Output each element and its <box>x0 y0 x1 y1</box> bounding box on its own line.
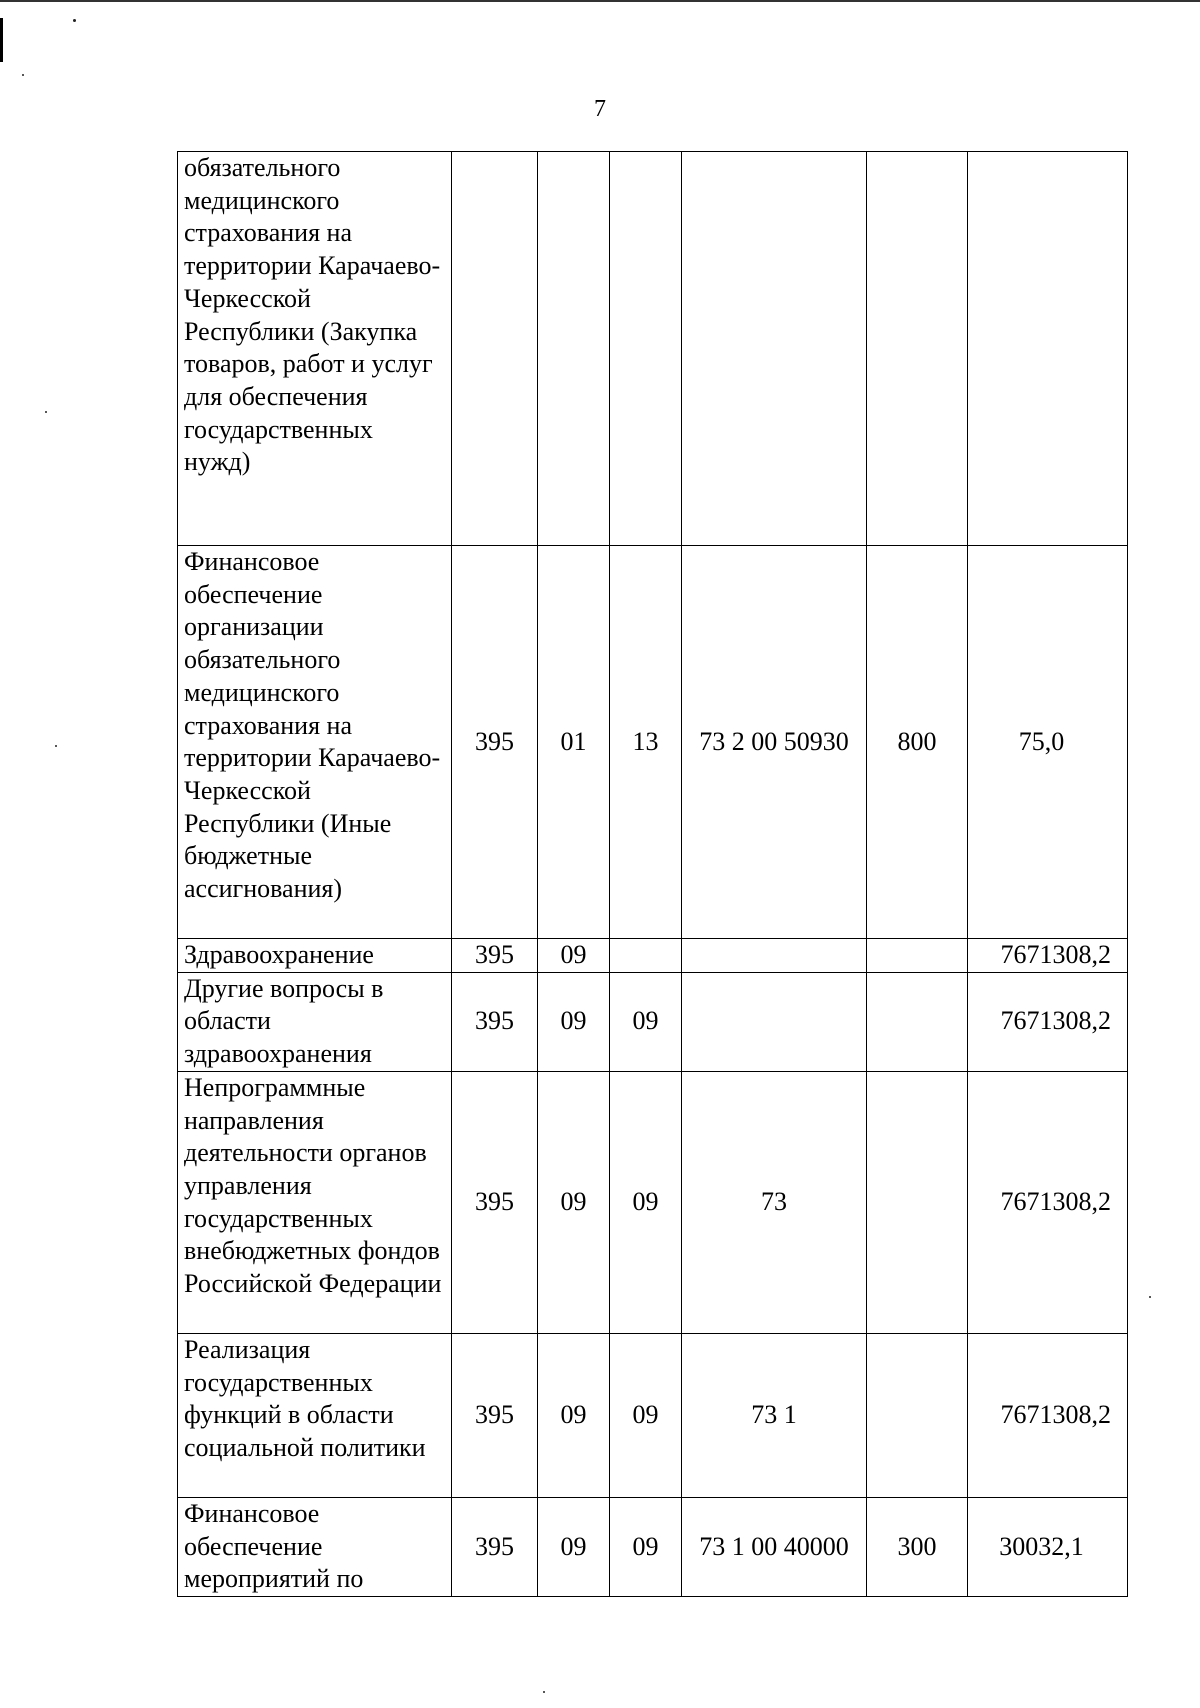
scan-speck <box>73 19 76 22</box>
row-name: Реализация государственных функций в области социальной политики <box>178 1333 452 1497</box>
section-code: 09 <box>538 1333 610 1497</box>
expense-type-code <box>867 972 968 1071</box>
amount: 7671308,2 <box>968 1333 1128 1497</box>
amount: 7671308,2 <box>968 1071 1128 1333</box>
scan-top-edge <box>0 0 1200 2</box>
scan-edge-mark <box>0 18 3 62</box>
section-code: 09 <box>538 1071 610 1333</box>
scan-speck <box>543 1691 545 1693</box>
table-row <box>178 1071 1128 1333</box>
expense-type-code <box>867 1333 968 1497</box>
target-code <box>682 972 867 1071</box>
subsection-code <box>610 152 682 546</box>
subsection-code: 09 <box>610 1071 682 1333</box>
scan-speck <box>22 74 24 76</box>
admin-code: 395 <box>452 546 538 939</box>
expense-type-code <box>867 1071 968 1333</box>
admin-code: 395 <box>452 1497 538 1596</box>
section-code: 01 <box>538 546 610 939</box>
amount <box>968 152 1128 546</box>
expense-type-code <box>867 939 968 973</box>
budget-table <box>177 151 1128 1597</box>
subsection-code: 09 <box>610 1497 682 1596</box>
amount: 7671308,2 <box>968 972 1128 1071</box>
amount: 75,0 <box>968 546 1128 939</box>
target-code: 73 1 00 40000 <box>682 1497 867 1596</box>
table-row <box>178 1497 1128 1596</box>
amount: 7671308,2 <box>968 939 1128 973</box>
admin-code: 395 <box>452 939 538 973</box>
subsection-code: 13 <box>610 546 682 939</box>
page-number: 7 <box>594 96 606 122</box>
amount: 30032,1 <box>968 1497 1128 1596</box>
row-name: Другие вопросы в области здравоохранения <box>178 972 452 1071</box>
scan-speck <box>55 745 57 747</box>
table-row <box>178 939 1128 973</box>
section-code: 09 <box>538 1497 610 1596</box>
target-code: 73 2 00 50930 <box>682 546 867 939</box>
row-name: Непрограммные направления деятельности органов управления государственных внебюджетных фондов Российской Федерации <box>178 1071 452 1333</box>
admin-code <box>452 152 538 546</box>
subsection-code <box>610 939 682 973</box>
table-row <box>178 152 1128 546</box>
table-row <box>178 972 1128 1071</box>
scan-speck <box>45 411 47 413</box>
expense-type-code: 300 <box>867 1497 968 1596</box>
subsection-code: 09 <box>610 972 682 1071</box>
table-row <box>178 546 1128 939</box>
row-name: Финансовое обеспечение мероприятий по <box>178 1497 452 1596</box>
target-code <box>682 939 867 973</box>
row-name: Финансовое обеспечение организации обязательного медицинского страхования на территории Карачаево-Черкесской Республики (Иные бюджетные ассигнования) <box>178 546 452 939</box>
expense-type-code: 800 <box>867 546 968 939</box>
table-row <box>178 1333 1128 1497</box>
subsection-code: 09 <box>610 1333 682 1497</box>
expense-type-code <box>867 152 968 546</box>
target-code: 73 1 <box>682 1333 867 1497</box>
row-name: обязательного медицинского страхования на территории Карачаево-Черкесской Республики (Закупка товаров, работ и услуг для обеспечения государственных нужд) <box>178 152 452 546</box>
admin-code: 395 <box>452 1333 538 1497</box>
section-code: 09 <box>538 939 610 973</box>
scan-speck <box>1149 1296 1151 1298</box>
section-code: 09 <box>538 972 610 1071</box>
admin-code: 395 <box>452 972 538 1071</box>
target-code: 73 <box>682 1071 867 1333</box>
section-code <box>538 152 610 546</box>
target-code <box>682 152 867 546</box>
row-name: Здравоохранение <box>178 939 452 973</box>
admin-code: 395 <box>452 1071 538 1333</box>
